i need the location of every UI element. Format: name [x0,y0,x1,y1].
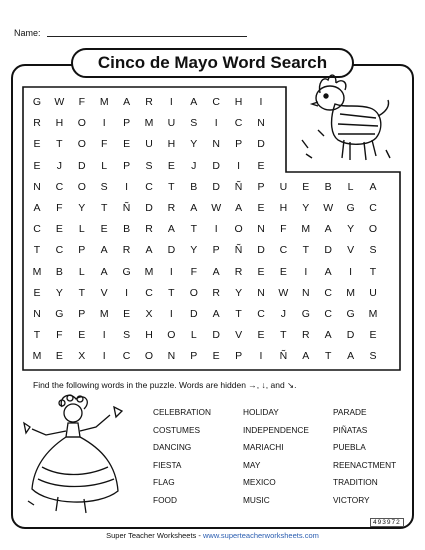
worksheet-code: 493972 [370,518,404,527]
grid-letter[interactable]: T [168,286,175,299]
grid-letter[interactable]: W [54,96,65,108]
grid-letter[interactable]: F [100,138,108,151]
grid-letter[interactable]: N [257,223,265,236]
grid-letter[interactable]: R [33,117,41,130]
grid-letter[interactable]: W [323,202,334,214]
grid-letter[interactable]: T [235,308,242,320]
grid-letter[interactable]: I [102,350,106,363]
word-item: COSTUMES [153,424,201,435]
grid-letter[interactable]: Y [190,138,198,151]
grid-letter[interactable]: C [279,244,288,257]
grid-letter[interactable]: C [324,286,332,299]
word-item: DANCING [153,442,192,453]
word-item: TRADITION [333,477,378,488]
grid-letter[interactable]: B [324,180,332,193]
grid-letter[interactable]: C [234,117,243,130]
grid-letter[interactable]: R [122,244,131,257]
grid-letter[interactable]: H [279,202,288,214]
grid-letter[interactable]: I [169,265,173,278]
grid-letter[interactable]: A [100,244,108,257]
grid-letter[interactable]: P [123,159,131,172]
grid-letter[interactable]: A [33,202,41,214]
word-item: MUSIC [243,494,270,505]
footer-url[interactable]: www.superteacherworksheets.com [202,531,319,540]
grid-letter[interactable]: T [190,223,197,236]
grid-letter[interactable]: W [278,286,289,299]
grid-letter[interactable]: D [212,159,220,172]
grid-letter[interactable]: F [190,265,197,278]
grid-letter[interactable]: A [302,350,310,363]
grid-letter[interactable]: M [144,265,154,278]
grid-letter[interactable]: T [100,202,108,214]
grid-letter[interactable]: L [78,265,85,278]
grid-letter[interactable]: D [212,329,220,342]
grid-letter[interactable]: Y [347,223,355,236]
grid-letter[interactable]: P [190,350,198,363]
grid-letter[interactable]: V [235,329,243,342]
grid-letter[interactable]: I [125,286,129,299]
grid-letter[interactable]: P [257,180,265,193]
grid-letter[interactable]: C [257,308,265,320]
grid-letter[interactable]: M [301,223,311,236]
grid-letter[interactable]: A [145,244,153,257]
grid-letter[interactable]: Y [78,202,86,214]
grid-letter[interactable]: Y [235,286,243,299]
grid-letter[interactable]: B [55,265,63,278]
grid-letter[interactable]: C [369,202,377,214]
word-item: PIÑATAS [333,424,368,435]
grid-letter[interactable]: C [145,180,153,193]
grid-letter[interactable]: C [122,350,131,363]
grid-letter[interactable]: V [100,286,108,299]
grid-letter[interactable]: A [190,96,198,108]
grid-letter[interactable]: H [55,117,64,130]
grid-letter[interactable]: U [369,286,377,299]
grid-letter[interactable]: O [77,138,86,151]
grid-letter[interactable]: A [212,265,220,278]
grid-letter[interactable]: E [55,350,63,363]
grid-letter[interactable]: V [347,244,355,257]
grid-letter[interactable]: E [123,138,131,151]
grid-letter[interactable]: S [100,180,108,193]
pinata-icon [290,68,400,168]
grid-letter[interactable]: I [237,159,241,172]
grid-letter[interactable]: D [346,329,355,342]
grid-letter[interactable]: C [55,180,64,193]
grid-letter[interactable]: R [145,223,153,236]
grid-letter[interactable]: E [257,265,265,278]
grid-letter[interactable]: H [145,329,153,342]
grid-letter[interactable]: Y [190,244,198,257]
grid-letter[interactable]: Ñ [234,244,243,257]
word-item: MARIACHI [243,442,284,453]
word-item: HOLIDAY [243,407,279,417]
grid-letter[interactable]: B [190,180,198,193]
grid-letter[interactable]: A [324,265,332,278]
grid-letter[interactable]: T [33,244,41,257]
grid-letter[interactable]: D [257,138,265,151]
grid-letter[interactable]: X [145,308,153,320]
grid-letter[interactable]: T [302,244,309,257]
word-column [153,404,211,510]
grid-letter[interactable]: E [257,329,265,342]
grid-letter[interactable]: E [257,159,265,172]
grid-letter[interactable]: O [189,286,198,299]
grid-letter[interactable]: P [78,308,86,320]
grid-letter[interactable]: A [167,223,175,236]
grid-letter[interactable]: O [77,180,86,193]
grid-letter[interactable]: F [78,96,85,108]
grid-letter[interactable]: T [168,180,175,193]
grid-letter[interactable]: I [102,117,106,130]
grid-letter[interactable]: I [259,350,263,363]
grid-letter[interactable]: L [78,223,85,236]
grid-letter[interactable]: G [32,96,42,108]
grid-letter[interactable]: P [78,244,86,257]
grid-letter[interactable]: E [33,159,41,172]
grid-letter[interactable]: D [78,159,86,172]
grid-letter[interactable]: M [32,350,42,363]
grid-letter[interactable]: N [33,308,41,320]
grid-letter[interactable]: Ñ [234,180,243,193]
grid-letter[interactable]: J [56,159,63,172]
grid-letter[interactable]: E [33,138,41,151]
grid-letter[interactable]: I [214,117,218,130]
grid-letter[interactable]: H [234,96,243,108]
name-line[interactable] [47,36,247,37]
grid-letter[interactable]: E [55,223,63,236]
grid-letter[interactable]: I [304,265,308,278]
grid-letter[interactable]: M [368,308,378,320]
grid-letter[interactable]: A [100,265,108,278]
grid-letter[interactable]: U [167,117,176,130]
grid-letter[interactable]: F [56,329,63,342]
grid-letter[interactable]: B [123,223,131,236]
grid-letter[interactable]: T [33,329,41,342]
grid-letter[interactable]: L [347,180,354,193]
grid-letter[interactable]: O [77,117,86,130]
grid-letter[interactable]: A [123,96,131,108]
grid-letter[interactable]: N [167,350,176,363]
grid-letter[interactable]: Ñ [122,202,131,214]
word-item: REENACTMENT [333,459,397,470]
grid-letter[interactable]: J [191,159,197,172]
word-item: FOOD [153,494,177,505]
grid-letter[interactable]: I [349,265,353,278]
grid-letter[interactable]: R [302,329,310,342]
grid-letter[interactable]: A [235,202,243,214]
name-label: Name: [14,28,41,38]
grid-letter[interactable]: G [346,308,355,320]
grid-letter[interactable]: M [144,117,154,130]
grid-letter[interactable]: E [302,180,310,193]
grid-letter[interactable]: N [33,180,41,193]
instructions: Find the following words in the puzzle. Words are hidden →, ↓, and ↘. [33,380,297,390]
grid-letter[interactable]: A [324,223,332,236]
grid-letter[interactable]: E [167,159,175,172]
grid-letter[interactable]: O [167,329,176,342]
grid-letter[interactable]: F [56,202,63,214]
grid-letter[interactable]: D [190,308,198,320]
grid-letter[interactable]: T [56,138,63,151]
footer [0,531,425,540]
grid-letter[interactable]: E [369,329,377,342]
grid-letter[interactable]: E [78,329,86,342]
grid-letter[interactable]: T [280,329,287,342]
grid-letter[interactable]: F [280,223,287,236]
grid-letter[interactable]: L [190,329,197,342]
grid-letter[interactable]: A [347,350,355,363]
grid-letter[interactable]: G [301,308,310,320]
word-item: MEXICO [243,477,276,488]
grid-letter[interactable]: P [123,117,131,130]
grid-letter[interactable]: M [99,96,109,108]
grid-letter[interactable]: P [235,350,243,363]
word-item: PARADE [333,407,367,417]
grid-letter[interactable]: E [212,350,220,363]
word-item: FIESTA [153,459,182,470]
grid-letter[interactable]: I [102,329,106,342]
grid-letter[interactable]: H [167,138,176,151]
grid-letter[interactable]: M [32,265,42,278]
grid-letter[interactable]: T [324,350,332,363]
word-item: CELEBRATION [153,407,211,417]
grid-letter[interactable]: C [212,96,220,108]
worksheet-title: Cinco de Mayo Word Search [71,48,354,78]
grid-letter[interactable]: C [33,223,41,236]
grid-letter[interactable]: O [368,223,378,236]
grid-letter[interactable]: S [123,329,131,342]
grid-letter[interactable]: G [346,202,355,214]
grid-letter[interactable]: S [369,350,377,363]
grid-letter[interactable]: D [212,180,220,193]
word-item: FLAG [153,477,175,488]
grid-letter[interactable]: D [167,244,176,257]
grid-letter[interactable]: E [33,286,41,299]
grid-letter[interactable]: J [280,308,287,320]
grid-letter[interactable]: Y [55,286,63,299]
grid-letter[interactable]: S [369,244,377,257]
grid-letter[interactable]: L [101,159,108,172]
grid-letter[interactable]: S [145,159,153,172]
word-item: VICTORY [333,494,370,505]
grid-letter[interactable]: M [99,308,109,320]
dancer-icon [18,393,136,521]
grid-letter[interactable]: S [190,117,198,130]
grid-letter[interactable]: W [211,202,222,214]
grid-letter[interactable]: A [212,308,220,320]
grid-letter[interactable]: E [279,265,287,278]
grid-letter[interactable]: R [145,96,153,108]
grid-letter[interactable]: E [123,308,131,320]
word-item: INDEPENDENCE [243,424,309,435]
grid-letter[interactable]: R [167,202,176,214]
word-item: PUEBLA [333,442,366,453]
grid-letter[interactable]: G [55,308,64,320]
grid-letter[interactable]: N [302,286,310,299]
word-column [243,404,309,510]
grid-letter[interactable]: I [169,308,173,320]
grid-letter[interactable]: N [212,138,220,151]
grid-letter[interactable]: I [259,96,263,108]
grid-letter[interactable]: R [234,265,243,278]
grid-letter[interactable]: P [235,138,243,151]
grid-letter[interactable]: A [190,202,198,214]
word-column [333,404,396,510]
grid-letter[interactable]: I [214,223,218,236]
grid-letter[interactable]: C [324,308,332,320]
grid-letter[interactable]: C [145,286,153,299]
grid-letter[interactable]: I [169,96,173,108]
grid-letter[interactable]: C [55,244,64,257]
word-item: MAY [243,459,261,470]
grid-letter[interactable]: I [125,180,129,193]
grid-letter[interactable]: E [100,223,108,236]
grid-letter[interactable]: R [212,286,220,299]
grid-letter[interactable]: T [369,265,377,278]
grid-letter[interactable]: A [324,329,332,342]
footer-brand: Super Teacher Worksheets - [106,531,203,540]
grid-letter[interactable]: D [324,244,332,257]
grid-letter[interactable]: N [257,117,265,130]
grid-letter[interactable]: Ñ [279,350,288,363]
grid-letter[interactable]: P [212,244,220,257]
grid-letter[interactable]: D [257,244,265,257]
grid-letter[interactable]: U [279,180,288,193]
grid-letter[interactable]: U [145,138,153,151]
grid-letter[interactable]: O [144,350,154,363]
grid-letter[interactable]: T [78,286,85,299]
grid-letter[interactable]: X [78,350,86,363]
grid-letter[interactable]: E [257,202,265,214]
grid-letter[interactable]: D [145,202,153,214]
grid-letter[interactable]: A [369,180,377,193]
grid-letter[interactable]: M [346,286,355,299]
grid-letter[interactable]: Y [302,202,310,214]
grid-letter[interactable]: G [122,265,131,278]
grid-letter[interactable]: O [234,223,243,236]
grid-letter[interactable]: N [257,286,265,299]
